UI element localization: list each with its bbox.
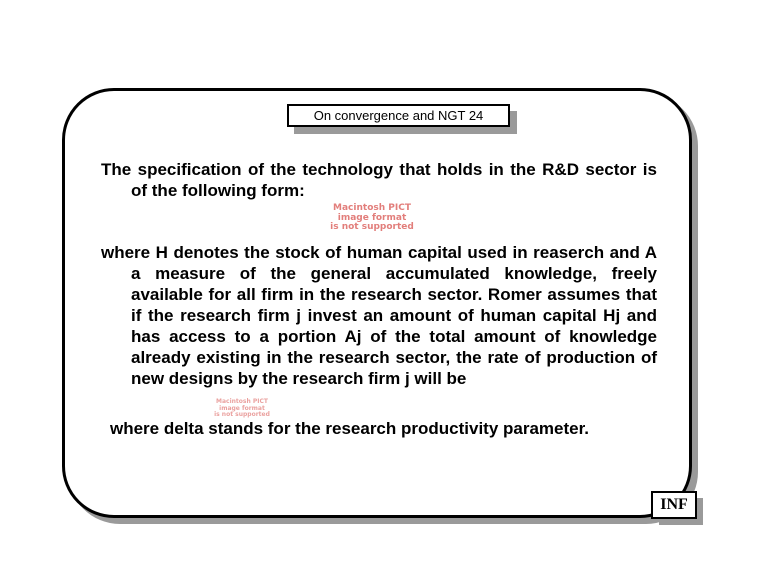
paragraph-definitions [101,242,657,389]
paragraph-delta [110,418,666,439]
paragraph-technology-spec [101,159,657,201]
inf-logo: INF [651,491,697,519]
paragraph-text: The specification of the technology that holds in the R&D sector is of the following form: [101,160,657,200]
paragraph-text: where delta stands for the research productivity parameter. [110,419,589,438]
placeholder-line: is not supported [214,411,270,418]
placeholder-line: image format [219,404,265,412]
placeholder-line: image format [337,212,407,223]
unsupported-image-placeholder [202,399,282,419]
unsupported-image-placeholder [310,204,434,233]
placeholder-line: Macintosh PICT [333,203,411,213]
placeholder-line: is not supported [330,222,414,232]
slide-title: On convergence and NGT 24 [287,104,510,127]
placeholder-line: Macintosh PICT [216,398,268,405]
paragraph-text: where H denotes the stock of human capital used in reaserch and A a measure of the general accumulated knowledge, freely available for all firm in the research sector. Romer assumes that if the research firm j invest an amount of human capital Hj and has access to a portion Aj of the total amount of knowledge already existing in the research sector, the rate of production of new designs by the research firm j will be [101,243,657,388]
